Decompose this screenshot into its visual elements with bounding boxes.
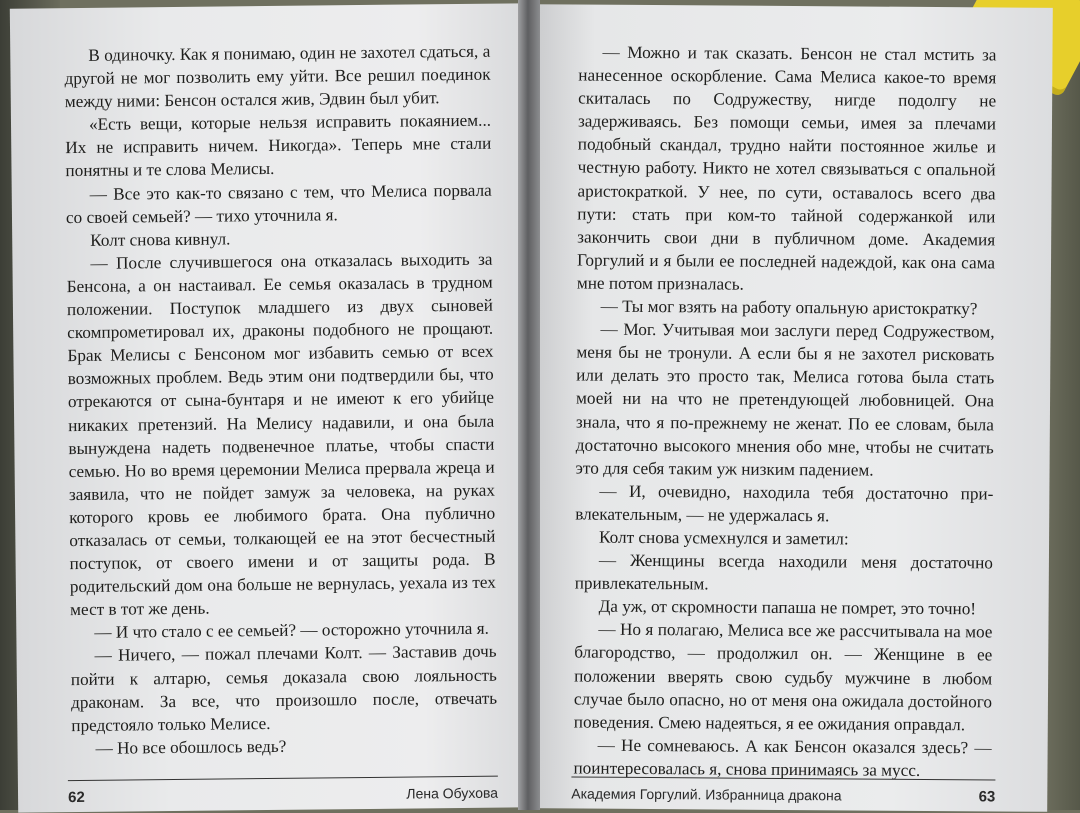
- left-page: [10, 3, 528, 812]
- paragraph: — Ничего, — пожал плечами Колт. — Заставив дочь пойти к алтарю, семья доказала свою лояльность драконам. За все, что произошло после, отвечать предстояло только Мелисе.: [70, 642, 498, 735]
- book-gutter: [518, 0, 540, 810]
- paragraph: — Мог. Учитывая мои заслуги перед Содружеством, меня бы не тронули. А если бы я не захотел рисковать или делать это просто так, Мелиса готова была стать моей ни на что не претендующей любовницей. Она знала, что я по-прежнему не женат. По ее словам, была достаточно высокого мнения обо мне, чтобы не считать это для себя таким уж низким падением.: [575, 319, 995, 480]
- paragraph: Да уж, от скромности папаша не помрет, это точно!: [598, 596, 977, 619]
- page-number: 62: [67, 788, 85, 807]
- paragraph: «Есть вещи, которые нельзя исправить покаянием... Их не исправить ничем. Никогда». Теперь мне стали понятны и те слова Мелисы.: [65, 110, 492, 181]
- paragraph: — Но я полагаю, Мелиса все же рассчитывала на мое благородство, — продолжил он. — Женщине в ее положении вверять свою судьбу мужчине в любом случае было опасно, но от меня она ожидала достойного поведения. Смею надеяться, я ее ожидания оправдал.: [573, 620, 993, 734]
- paragraph: — И что стало с ее семьей? — осторожно уточнила я.: [94, 619, 489, 643]
- paragraph: — Не сомневаюсь. А как Бенсон оказался здесь? — поинтересовалась я, снова принимаясь за мусс.: [573, 735, 992, 780]
- paragraph: Колт снова усмехнулся и заметил:: [599, 527, 849, 549]
- left-page-footer: [68, 776, 498, 812]
- paragraph: В одиночку. Как я понимаю, один не захотел сдаться, а другой не мог позволить ему уйти. Все решил поединок между ними: Бенсон остался жив, Эдвин был убит.: [64, 41, 491, 112]
- paragraph: — Все это как-то связано с тем, что Мелиса порвала со своей семьей? — тихо уточнила я.: [65, 180, 492, 227]
- right-page-text: [573, 41, 996, 783]
- paragraph: — И, очевидно, находила тебя достаточно привлекательным, — не удержалась я.: [575, 481, 994, 526]
- paragraph: — Ты мог взять на работу опальную аристократку?: [600, 296, 978, 319]
- right-page: [527, 4, 1053, 812]
- paragraph: — Женщины всегда находили меня достаточно привлекательным.: [574, 550, 993, 594]
- book-title: Академия Горгулий. Избранница дракона: [571, 785, 842, 804]
- paragraph: — Но все обошлось ведь?: [95, 736, 287, 758]
- paragraph: Колт снова кивнул.: [90, 229, 231, 250]
- author-name: Лена Обухова: [406, 784, 499, 802]
- paragraph: — После случившегося она отказалась выходить за Бенсона, а он настаивал. Ее семья оказалась в трудном положении. Поступок младшего из двух сыновей скомпрометировал их, драконы подобного не прощают. Брак Мелисы с Бенсоном мог избавить семью от всех возможных проблем. Ведь этим они подтвердили бы, что отрекаются от сына-бунтаря и не имеют к его убийце никаких претензий. На Мелису надавили, и она была вынуждена надеть подвенечное платье, чтобы спасти семью. Но во время церемонии Мелиса прервала жреца и заявила, что не пойдет замуж за человека, на руках которого кровь ее любимого брата. Она публично отказалась от семьи, толкающей ее на этот бесчестный поступок, от своего имени и от защиты рода. В родительский дом она больше не вернулась, уехала из тех мест в тот же день.: [66, 249, 496, 620]
- paragraph: — Можно и так сказать. Бенсон не стал мстить за нанесенное оскорбление. Сама Мелиса какое-то время скиталась по Содружеству, нигде подолгу не задерживаясь. Без помощи семьи, имея за плечами подобный скандал, трудно найти постоянное жилье и честную работу. Никто не хотел связываться с опальной аристократкой. У нее, по сути, оставалось всего два пути: стать при ком-то тайной содержанкой или закончить свои дни в публичном доме. Академия Горгулий и я были ее последней надеждой, как она сама мне потом призналась.: [576, 42, 997, 294]
- page-number: 63: [978, 788, 996, 806]
- left-page-text: [64, 40, 497, 760]
- right-page-footer: [571, 776, 995, 810]
